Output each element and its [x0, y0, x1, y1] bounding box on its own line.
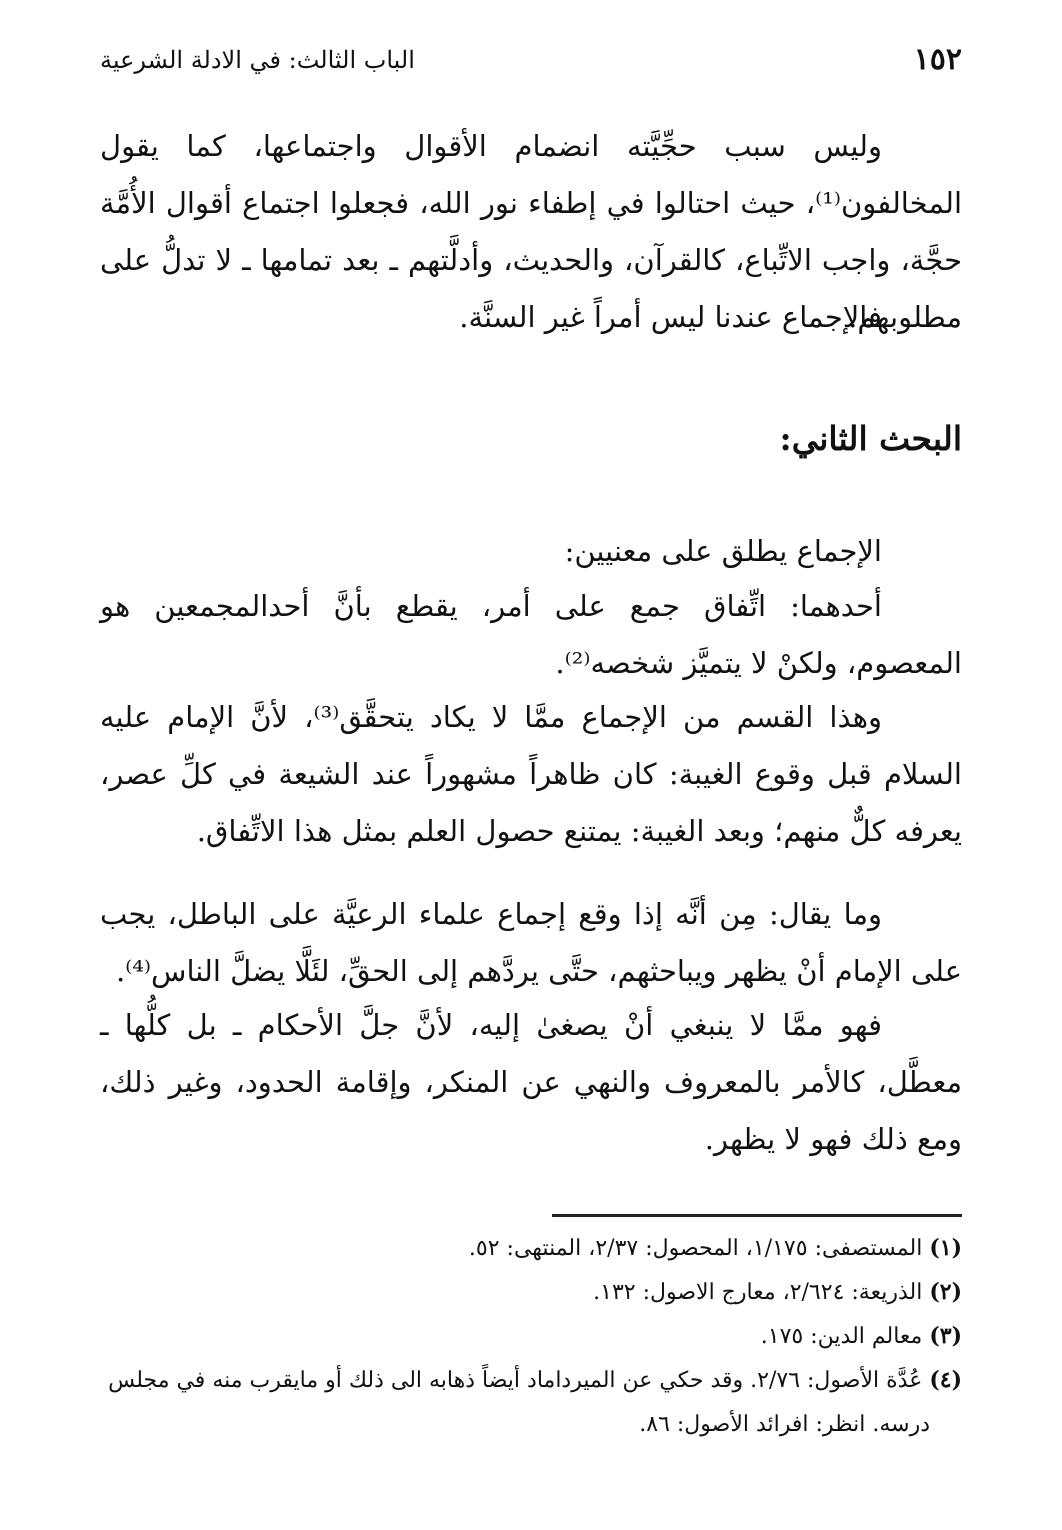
- footnote-number: (٢): [929, 1279, 962, 1305]
- footnote-number: (٣): [929, 1323, 962, 1349]
- section-heading: البحث الثاني:: [779, 419, 962, 458]
- footnote-text: معالم الدين: ١٧٥.: [760, 1324, 923, 1349]
- footnote-2: [100, 1270, 962, 1315]
- paragraph-3: الإجماع يطلق على معنيين:: [564, 534, 882, 568]
- page-number: ١٥٢: [913, 42, 962, 77]
- footnote-continuation: درسه. انظر: افرائد الأصول: ٨٦.: [639, 1412, 930, 1437]
- footnote-1: [100, 1226, 962, 1271]
- footnote-text: عُدَّة الأصول: ٢/٧٦. وقد حكي عن الميرداماد أيضاً ذهابه الى ذلك أو مايقرب منه في مجلس: [108, 1368, 923, 1393]
- footnote-text: المستصفى: ١/١٧٥، المحصول: ٢/٣٧، المنتهى: ٥٢.: [468, 1236, 923, 1261]
- paragraph-7: فهو ممَّا لا ينبغي أنْ يصغىٰ إليه، لأنَّ جلَّ الأحكام ـ بل كلُّها ـ معطَّل، كالأمر بالمعروف والنهي عن المنكر، وإقامة الحدود، وغير ذلك، ومع ذلك فهو لا يظهر.: [100, 1008, 962, 1156]
- paragraph-2: فالإجماع عندنا ليس أمراً غير السنَّة.: [459, 300, 882, 334]
- paragraph-4: أحدهما: اتِّفاق جمع على أمر، يقطع بأنَّ أحدالمجمعين هو المعصوم، ولكنْ لا يتميَّز شخصه⁽²⁾.: [100, 589, 962, 680]
- chapter-title: الباب الثالث: في الادلة الشرعية: [100, 46, 415, 74]
- footnote-separator: [552, 1214, 962, 1217]
- footnote-number: (١): [929, 1235, 962, 1261]
- paragraph-5: وهذا القسم من الإجماع ممَّا لا يكاد يتحقَّق⁽³⁾، لأنَّ الإمام عليه السلام قبل وقوع الغيبة: كان ظاهراً مشهوراً عند الشيعة في كلِّ عصر، يعرفه كلٌّ منهم؛ وبعد الغيبة: يمتنع حصول العلم بمثل هذا الاتِّفاق.: [100, 700, 962, 848]
- footnote-4: [100, 1358, 962, 1447]
- running-header: [100, 38, 962, 82]
- footnote-text: الذريعة: ٢/٦٢٤، معارج الاصول: ١٣٢.: [593, 1280, 923, 1305]
- footnote-3: [100, 1314, 962, 1359]
- paragraph-6: وما يقال: مِن أنَّه إذا وقع إجماع علماء الرعيَّة على الباطل، يجب على الإمام أنْ يظهر ويباحثهم، حتَّى يردَّهم إلى الحقِّ، لئَلَّا يضلَّ الناس⁽⁴⁾.: [100, 897, 962, 988]
- footnote-number: (٤): [929, 1367, 962, 1393]
- paragraph-1: وليس سبب حجِّيَّته انضمام الأقوال واجتماعها، كما يقول المخالفون⁽¹⁾، حيث احتالوا في إطفاء نور الله، فجعلوا اجتماع أقوال الأُمَّة حجَّة، واجب الاتِّباع، كالقرآن، والحديث، وأدلَّتهم ـ بعد تمامها ـ لا تدلُّ على مطلوبهم.: [100, 129, 962, 334]
